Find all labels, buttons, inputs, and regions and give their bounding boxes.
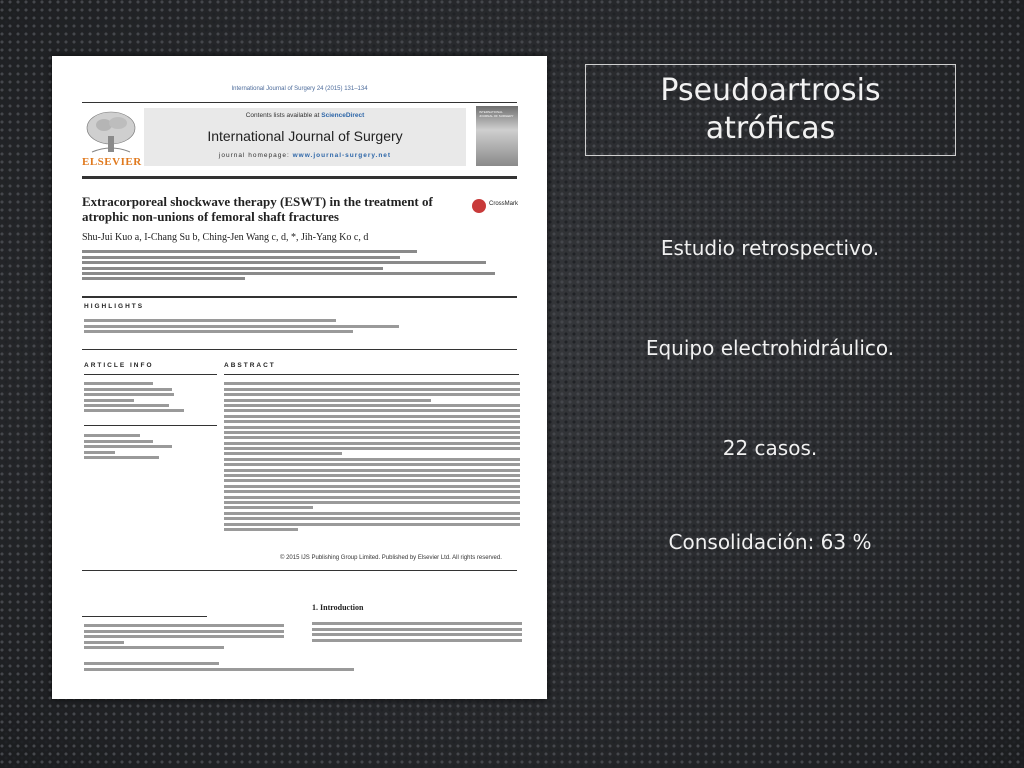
crossmark-icon [472,199,486,213]
sciencedirect-link: ScienceDirect [321,112,365,119]
author-list: Shu-Jui Kuo a, I-Chang Su b, Ching-Jen Wang c, d, *, Jih-Yang Ko c, d [82,232,369,243]
divider [224,374,519,375]
bullet-equipment: Equipo electrohidráulico. [645,336,895,360]
article-info-heading: ARTICLE INFO [84,362,154,369]
article-title: Extracorporeal shockwave therapy (ESWT) in the treatment of atrophic non-unions of femoral shaft fractures [82,194,433,224]
introduction-body [312,620,522,644]
contents-prefix: Contents lists available at [245,112,320,119]
elsevier-wordmark: ELSEVIER [82,156,142,168]
divider [82,296,517,298]
divider [84,425,217,426]
divider [82,176,517,179]
crossmark-label: CrossMark [489,201,519,207]
article-screenshot [52,56,547,699]
journal-header [144,108,466,166]
highlights-heading: HIGHLIGHTS [84,303,145,310]
abstract-heading: ABSTRACT [224,362,276,369]
article-history [84,380,209,415]
divider [84,374,217,375]
slide-title-frame [585,64,956,156]
highlights-body [84,317,504,336]
divider [82,570,517,571]
divider [82,616,207,617]
keywords [84,432,209,461]
bullet-case-count: 22 casos. [722,436,818,460]
journal-citation-line: International Journal of Surgery 24 (2015) 131–134 [231,86,368,92]
bullet-consolidation: Consolidación: 63 % [668,530,872,554]
abstract-body [224,380,520,533]
contents-line [144,112,466,119]
journal-cover-thumbnail [476,106,518,166]
divider [82,102,517,103]
homepage-prefix: journal homepage: [218,152,290,159]
journal-homepage-line [144,152,466,159]
affiliations [82,248,512,283]
crossmark-badge [472,199,522,213]
bullet-study-type: Estudio retrospectivo. [660,236,880,260]
doi-block [84,660,384,673]
slide-title: Pseudoartrosis atróficas [660,73,881,146]
footnote-block [84,622,284,651]
divider [82,349,517,350]
copyright-line: © 2015 IJS Publishing Group Limited. Published by Elsevier Ltd. All rights reserved. [280,555,502,561]
introduction-heading: 1. Introduction [312,603,364,612]
cover-title: INTERNATIONAL JOURNAL OF SURGERY [479,110,514,118]
homepage-link: www.journal-surgery.net [292,152,392,159]
journal-title: International Journal of Surgery [207,128,403,144]
